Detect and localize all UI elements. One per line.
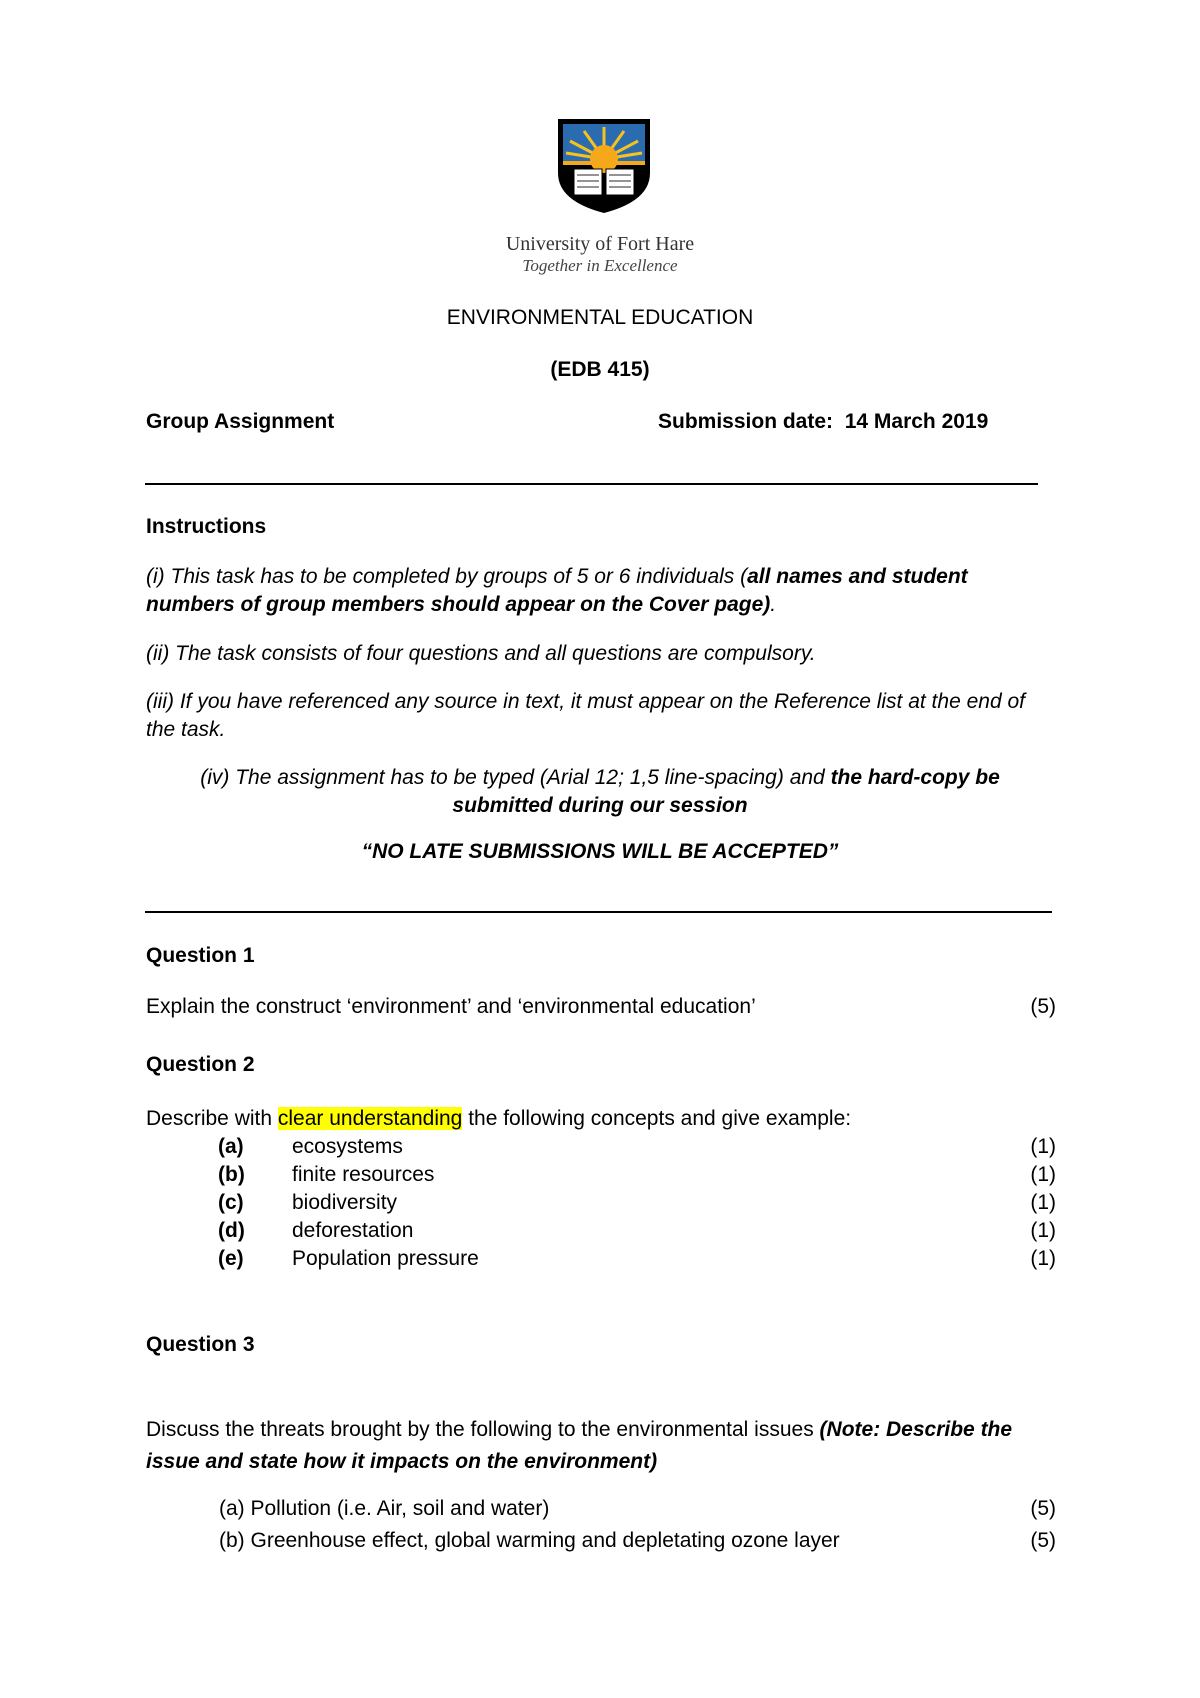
university-crest-icon: [554, 115, 654, 215]
instruction-iv-emphasis: the hard-copy be submitted during our session: [452, 766, 1000, 817]
question-1-line: [0, 995, 1200, 1023]
list-item: (b) Greenhouse effect, global warming and depletating ozone layer (5): [219, 1529, 1056, 1552]
university-name: University of Fort Hare: [505, 233, 695, 255]
question-2-heading: Question 2: [146, 1053, 255, 1076]
list-item: (a) Pollution (i.e. Air, soil and water) (5): [219, 1497, 1056, 1520]
instructions-heading: Instructions: [146, 515, 267, 538]
instruction-i: (i) This task has to be completed by groups of 5 or 6 individuals (all names and student numbers of group members should appear on the Cover page).: [146, 565, 968, 616]
question-1-marks: (5): [1030, 995, 1056, 1018]
list-item: (a) ecosystems (1): [218, 1135, 1056, 1158]
list-item: (d) deforestation (1): [218, 1219, 1056, 1242]
instruction-ii: (ii) The task consists of four questions and all questions are compulsory.: [146, 642, 816, 665]
course-code: (EDB 415): [550, 358, 650, 381]
list-item: (c) biodiversity (1): [218, 1191, 1056, 1214]
question-3-text: Discuss the threats brought by the following to the environmental issues (Note: Describe the issue and state how it impacts on the environment): [146, 1418, 1013, 1473]
submission-label: Submission date:: [658, 410, 834, 433]
divider: [145, 911, 1052, 913]
question-3-heading: Question 3: [146, 1333, 255, 1356]
question-1-heading: Question 1: [146, 944, 255, 967]
late-submission-warning: “NO LATE SUBMISSIONS WILL BE ACCEPTED”: [361, 840, 839, 863]
submission-date-line: [658, 410, 988, 434]
divider: [145, 483, 1038, 485]
instruction-iv: (iv) The assignment has to be typed (Arial 12; 1,5 line-spacing) and the hard-copy be submitted during our session: [200, 766, 1000, 817]
instruction-i-emphasis: all names and student numbers of group members should appear on the Cover page): [146, 565, 968, 616]
question-1-text: Explain the construct ‘environment’ and ‘environmental education’: [146, 995, 756, 1018]
list-item: (b) finite resources (1): [218, 1163, 1056, 1186]
assignment-type: Group Assignment: [146, 410, 335, 433]
question-2-text: Describe with clear understanding the following concepts and give example:: [146, 1107, 852, 1130]
course-title: ENVIRONMENTAL EDUCATION: [446, 306, 754, 329]
instruction-iii: (iii) If you have referenced any source in text, it must appear on the Reference list at the end of the task.: [146, 690, 1025, 741]
list-item: (e) Population pressure (1): [218, 1247, 1056, 1270]
university-motto: Together in Excellence: [522, 256, 678, 275]
highlighted-text: clear understanding: [277, 1107, 463, 1130]
question-3-note: (Note: Describe the issue and state how it impacts on the environment): [146, 1418, 1013, 1473]
submission-date: 14 March 2019: [844, 410, 989, 433]
